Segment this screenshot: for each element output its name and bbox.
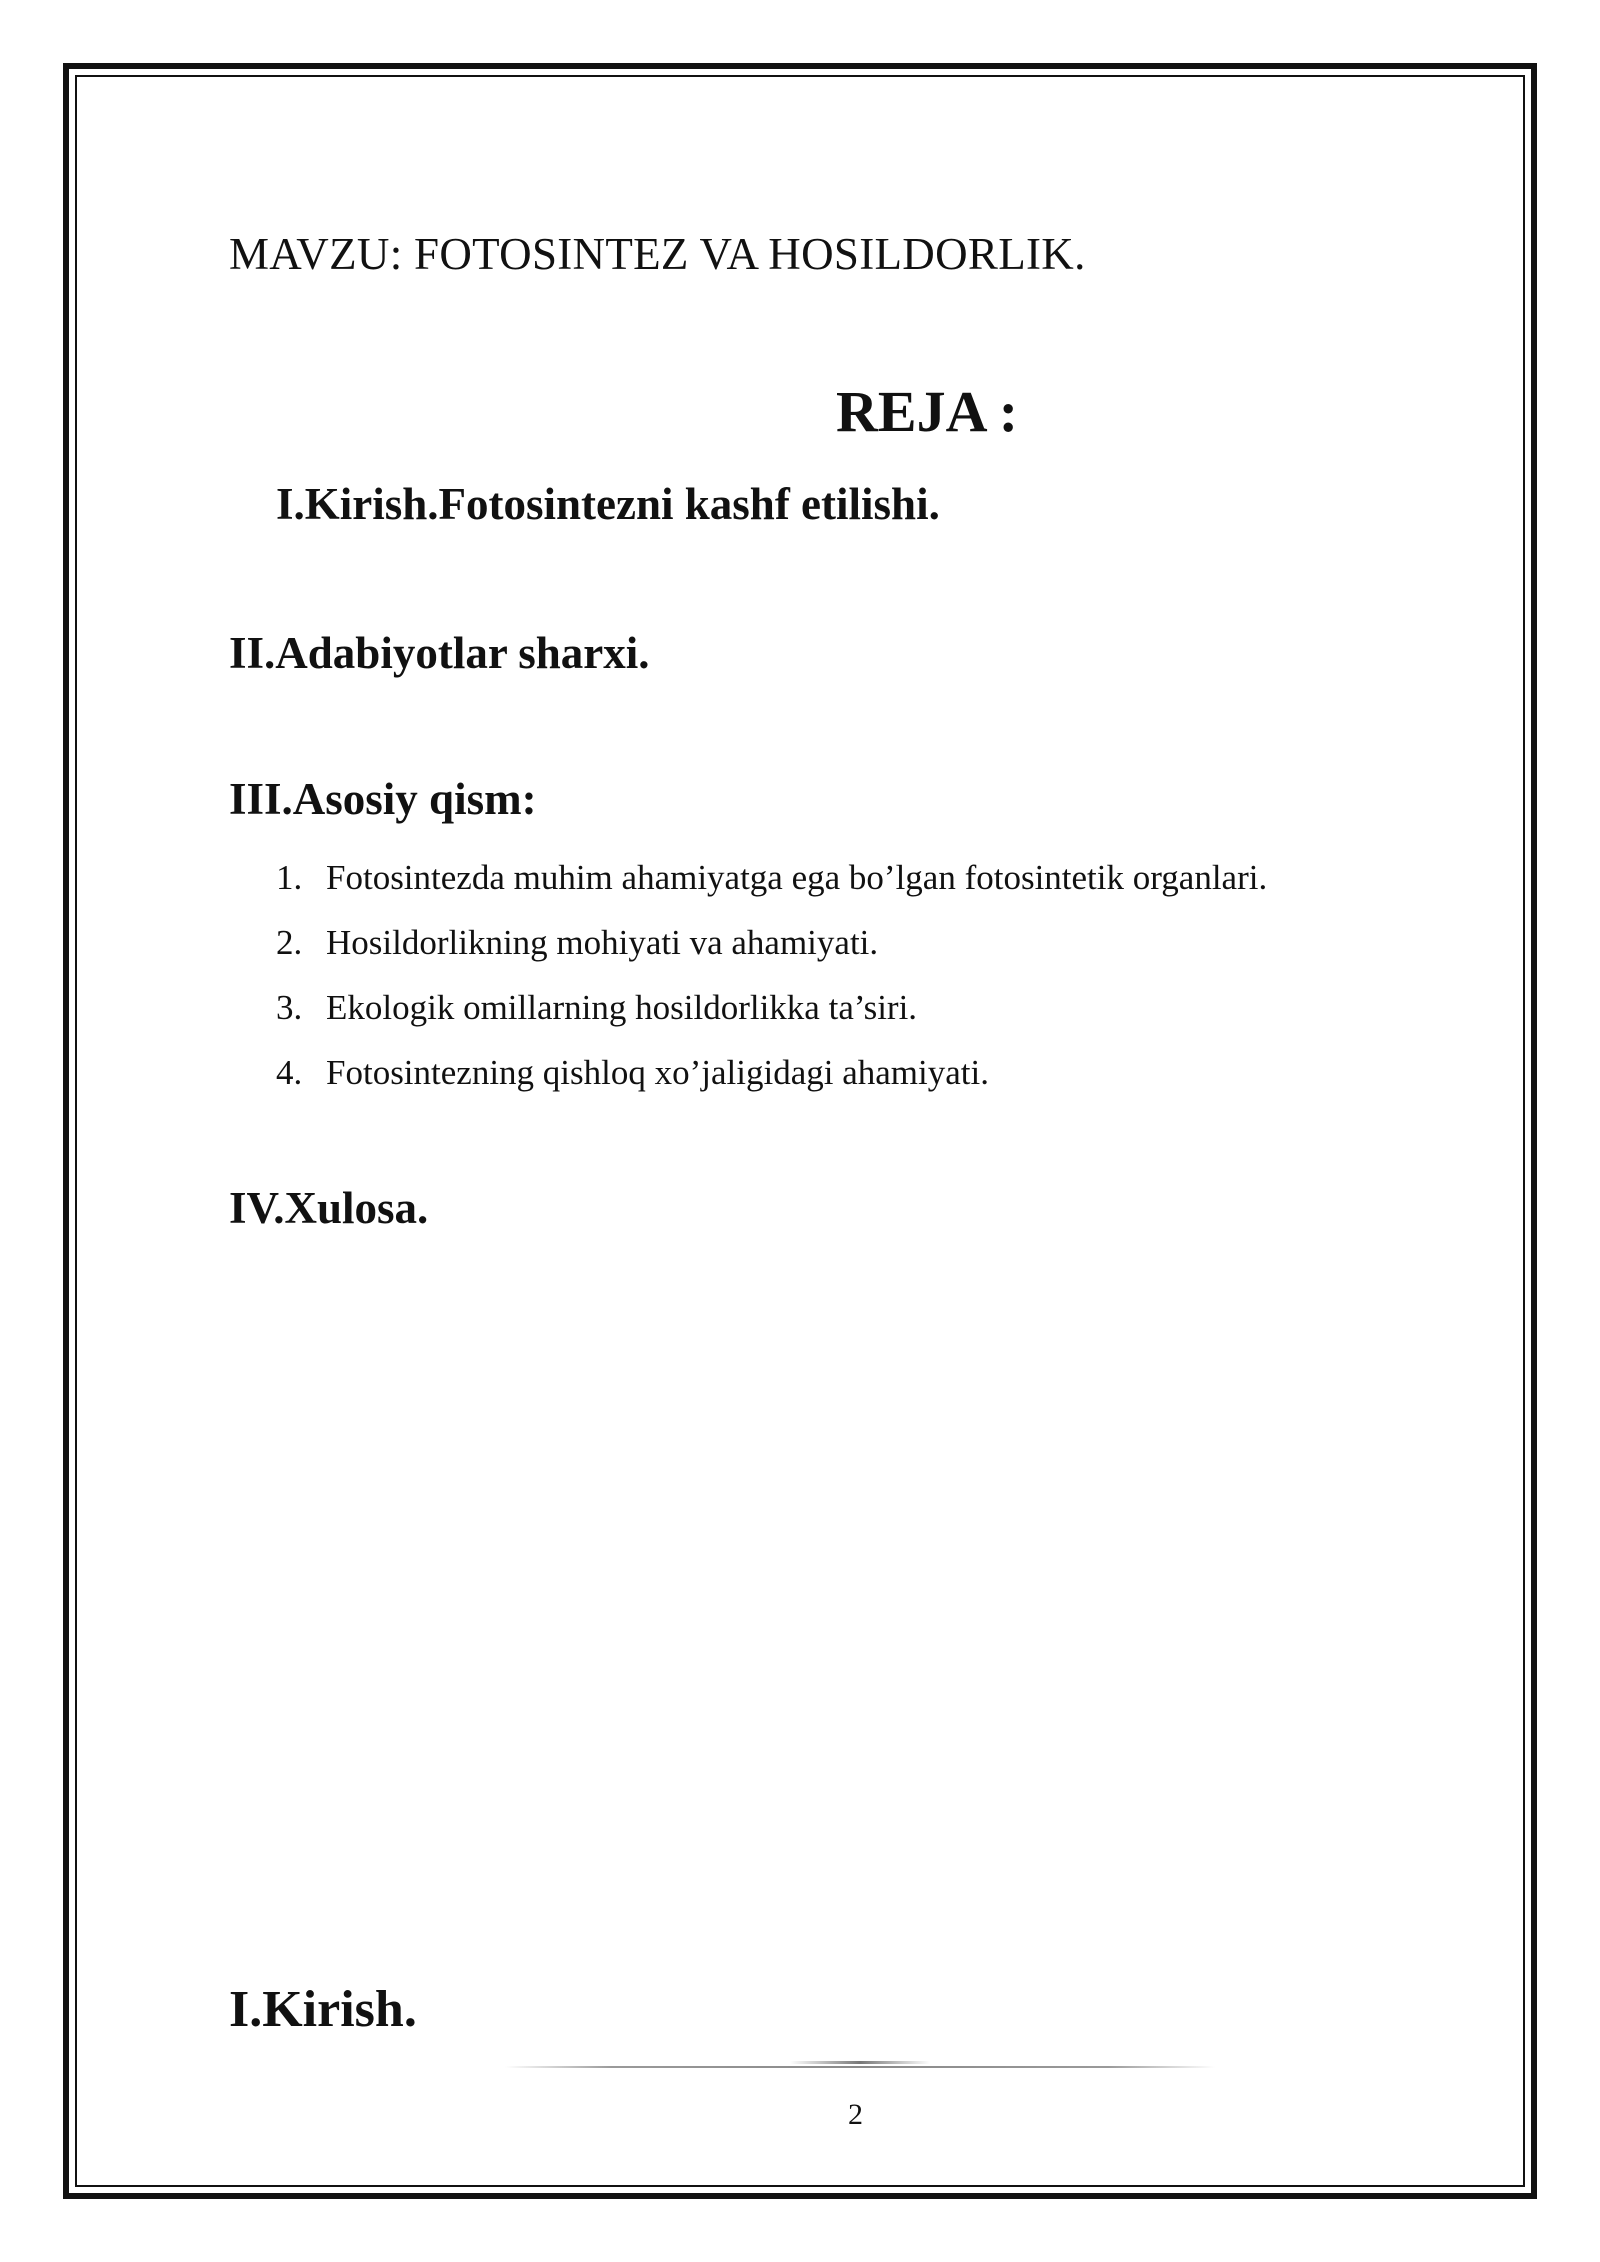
list-item-text: Fotosintezda muhim ahamiyatga ega bo’lgan fotosintetik organlari. xyxy=(326,858,1268,897)
list-item-number: 4. xyxy=(276,1053,303,1092)
main-part-sub-list xyxy=(276,855,1267,1115)
list-item xyxy=(276,920,1267,985)
list-item-number: 3. xyxy=(276,988,303,1027)
list-item-text: Ekologik omillarning hosildorlikka ta’siri. xyxy=(326,988,918,1027)
list-item-text: Hosildorlikning mohiyati va ahamiyati. xyxy=(326,923,879,962)
plan-item-main-part: III.Asosiy qism: xyxy=(229,774,537,824)
list-item xyxy=(276,855,1267,920)
list-item xyxy=(276,985,1267,1050)
plan-title: REJA : xyxy=(836,379,1019,444)
footer-divider-accent xyxy=(790,2061,930,2064)
list-item-text: Fotosintezning qishloq xo’jaligidagi ahamiyati. xyxy=(326,1053,989,1092)
page-number: 2 xyxy=(848,2098,863,2131)
page-border-inner xyxy=(75,75,1525,2187)
list-item xyxy=(276,1050,1267,1115)
footer-divider xyxy=(505,2066,1215,2068)
list-item-number: 2. xyxy=(276,923,303,962)
introduction-heading: I.Kirish. xyxy=(229,1981,417,2038)
plan-item-introduction: I.Kirish.Fotosintezni kashf etilishi. xyxy=(276,479,940,529)
list-item-number: 1. xyxy=(276,858,303,897)
plan-item-literature-review: II.Adabiyotlar sharxi. xyxy=(229,628,650,678)
plan-item-conclusion: IV.Xulosa. xyxy=(229,1183,429,1233)
topic-title: MAVZU: FOTOSINTEZ VA HOSILDORLIK. xyxy=(229,229,1086,279)
